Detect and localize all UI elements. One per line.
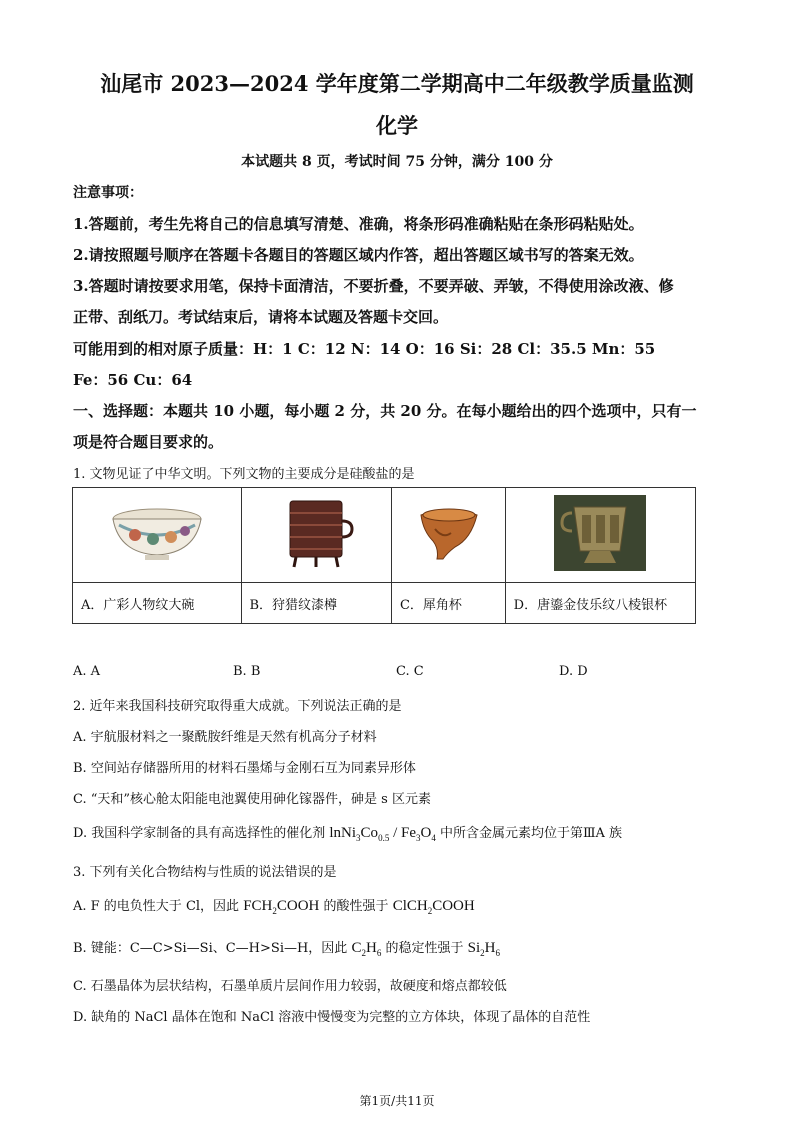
- q3-option-b[interactable]: [73, 937, 500, 958]
- silver-cup-image: [554, 495, 646, 571]
- note-item-3: 3.答题时请按要求用笔，保持卡面清洁，不要折叠，不要弄破、弄皱，不得使用涂改液、修: [73, 277, 674, 295]
- note-item-3-cont: 正带、刮纸刀。考试结束后，请将本试题及答题卡交回。: [73, 308, 449, 326]
- exam-title: 汕尾市 2023—2024 学年度第二学期高中二年级教学质量监测: [100, 71, 694, 96]
- porcelain-bowl-image: [109, 501, 205, 565]
- formula-clch2cooh: ClCH$_2$COOH: [392, 898, 475, 916]
- q2-option-d[interactable]: [73, 822, 622, 843]
- q2-stem: 2. 近年来我国科技研究取得重大成就。下列说法正确的是: [73, 699, 402, 714]
- note-item-1: 1.答题前，考生先将自己的信息填写清楚、准确，将条形码准确粘贴在条形码粘贴处。: [73, 215, 644, 233]
- q1-choice-c[interactable]: C. C: [396, 664, 424, 679]
- exam-info: 本试题共 8 页，考试时间 75 分钟，满分 100 分: [241, 154, 553, 170]
- atomic-masses-line1: 可能用到的相对原子质量：H：1 C：12 N：14 O：16 Si：28 Cl：35.5 Mn：55: [73, 340, 656, 358]
- artifact-a-caption: A．广彩人物纹大碗: [73, 583, 242, 624]
- q2-option-c[interactable]: C. “天和”核心舱太阳能电池翼使用砷化镓器件，砷是 s 区元素: [73, 792, 431, 807]
- q2-option-d-text: D. 我国科学家制备的具有高选择性的催化剂: [73, 826, 326, 841]
- artifact-a-cell: [73, 488, 242, 583]
- q1-artifact-table: [72, 487, 696, 624]
- q3-option-d[interactable]: D. 缺角的 NaCl 晶体在饱和 NaCl 溶液中慢慢变为完整的立方体块，体现了晶体的自范性: [73, 1010, 591, 1025]
- catalyst-formula: $lnNi_3Co_{0.5} / Fe_3O_4$: [329, 825, 436, 843]
- q3-stem: 3. 下列有关化合物结构与性质的说法错误的是: [73, 865, 337, 880]
- q2-option-d-text-end: 中所含金属元素均位于第ⅢA 族: [439, 826, 623, 841]
- q1-choice-a[interactable]: A. A: [73, 664, 101, 679]
- lacquer-vessel-image: [278, 495, 354, 571]
- note-item-2: 2.请按照题号顺序在答题卡各题目的答题区域内作答，超出答题区域书写的答案无效。: [73, 246, 644, 264]
- q3-option-b-mid: 的稳定性强于: [385, 941, 464, 956]
- q2-option-b[interactable]: B. 空间站存储器所用的材料石墨烯与金刚石互为同素异形体: [73, 761, 416, 776]
- section1-heading-cont: 项是符合题目要求的。: [73, 433, 224, 451]
- q3-option-a-mid: 的酸性强于: [323, 899, 389, 914]
- q3-option-a[interactable]: [73, 895, 475, 916]
- formula-si2h6: $Si_2H_6$: [467, 940, 500, 958]
- notes-heading: 注意事项：: [73, 185, 143, 201]
- artifact-d-cell: [505, 488, 695, 583]
- q3-option-b-text: B. 键能：C—C>Si—Si、C—H>Si—H，因此: [73, 941, 348, 956]
- q1-choice-d[interactable]: D. D: [559, 664, 588, 679]
- formula-c2h6: $C_2H_6$: [351, 940, 382, 958]
- page-footer: 第1页/共11页: [359, 1094, 435, 1108]
- subject-title: 化学: [376, 113, 418, 138]
- artifact-d-caption: D．唐鎏金伎乐纹八棱银杯: [505, 583, 695, 624]
- artifact-c-caption: C．犀角杯: [391, 583, 505, 624]
- artifact-b-caption: B．狩猎纹漆樽: [241, 583, 391, 624]
- q1-choice-b[interactable]: B. B: [233, 664, 261, 679]
- formula-fch2cooh: $FCH_2COOH$: [243, 898, 320, 916]
- artifact-c-cell: [391, 488, 505, 583]
- section1-heading: 一、选择题：本题共 10 小题，每小题 2 分，共 20 分。在每小题给出的四个选项中，只有一: [73, 402, 697, 420]
- q3-option-c[interactable]: C. 石墨晶体为层状结构，石墨单质片层间作用力较弱，故硬度和熔点都较低: [73, 979, 507, 994]
- q1-stem: 1. 文物见证了中华文明。下列文物的主要成分是硅酸盐的是: [73, 467, 415, 482]
- rhino-horn-cup-image: [415, 503, 481, 563]
- atomic-masses-line2: Fe：56 Cu：64: [73, 371, 193, 389]
- q2-option-a[interactable]: A. 宇航服材料之一聚酰胺纤维是天然有机高分子材料: [73, 730, 377, 745]
- q3-option-a-text: A. F 的电负性大于 Cl，因此: [73, 899, 240, 914]
- artifact-b-cell: [241, 488, 391, 583]
